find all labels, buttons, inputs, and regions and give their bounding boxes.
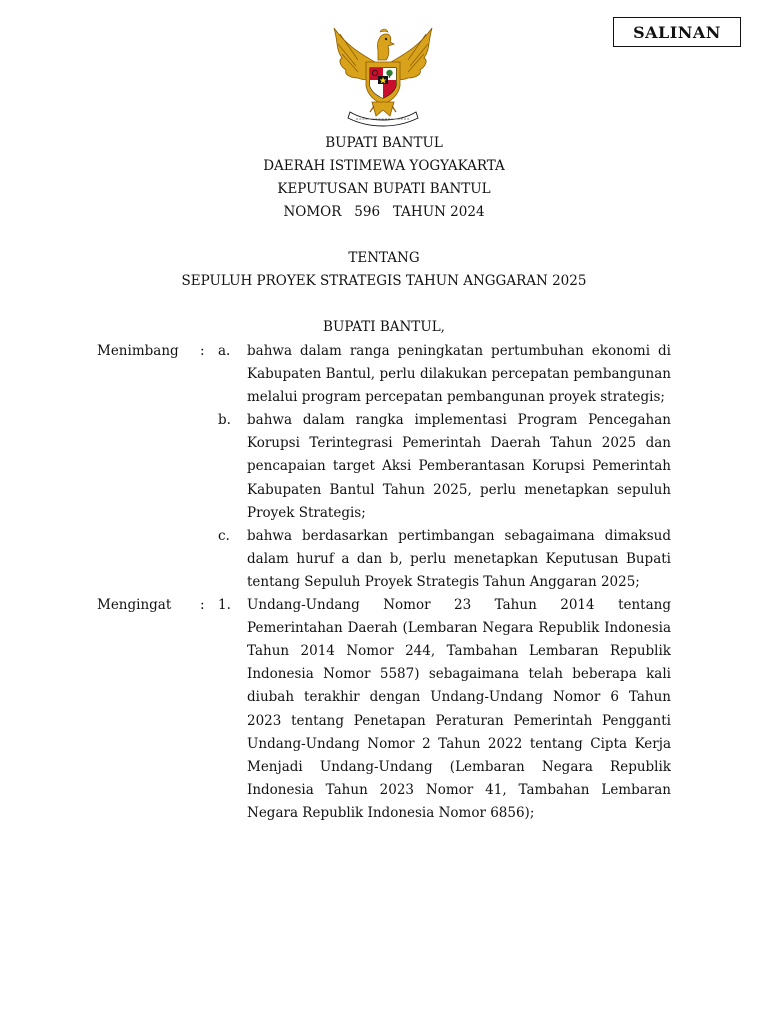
list-item (0, 340, 768, 409)
mengingat-section (0, 594, 768, 825)
item-marker: c. (218, 527, 230, 544)
menimbang-section (0, 340, 768, 594)
decree-subject: SEPULUH PROYEK STRATEGIS TAHUN ANGGARAN 2025 (181, 273, 587, 289)
item-marker: b. (218, 412, 231, 429)
item-text: bahwa dalam ranga peningkatan pertumbuhan ekonomi di Kabupaten Bantul, perlu dilakukan percepatan pembangunan melalui program percepatan pembangunan proyek strategis; (247, 343, 671, 406)
document-header (0, 132, 768, 339)
section-label: Mengingat (97, 597, 172, 614)
item-text: Undang-Undang Nomor 23 Tahun 2014 tentang Pemerintahan Daerah (Lembaran Negara Republik Indonesia Tahun 2014 Nomor 244, Tambahan Lembaran Republik Indonesia Nomor 5587) sebagaimana telah beberapa kali diubah terakhir dengan Undang-Undang Nomor 6 Tahun 2023 tentang Penetapan Peraturan Pemerintah Pengganti Undang-Undang Nomor 2 Tahun 2022 tentang Cipta Kerja Menjadi Undang-Undang (Lembaran Negara Republik Indonesia Tahun 2023 Nomor 41, Tambahan Lembaran Negara Republik Indonesia Nomor 6856); (247, 597, 671, 821)
region-title: DAERAH ISTIMEWA YOGYAKARTA (263, 158, 505, 174)
section-colon: : (200, 343, 205, 359)
official-name: BUPATI BANTUL, (323, 319, 445, 335)
salinan-stamp: SALINAN (613, 17, 741, 47)
decree-title: KEPUTUSAN BUPATI BANTUL (277, 181, 491, 197)
issuer-title: BUPATI BANTUL (325, 135, 443, 151)
item-text: bahwa berdasarkan pertimbangan sebagaimana dimaksud dalam huruf a dan b, perlu menetapkan Keputusan Bupati tentang Sepuluh Proyek Strategis Tahun Anggaran 2025; (247, 527, 671, 590)
section-colon: : (200, 597, 205, 614)
document-body (0, 340, 768, 825)
list-item (0, 594, 768, 825)
item-marker: a. (218, 343, 231, 359)
decree-number: NOMOR 596 TAHUN 2024 (283, 204, 485, 220)
garuda-emblem-icon (328, 20, 438, 128)
list-item (0, 409, 768, 524)
item-marker: 1. (218, 597, 231, 614)
list-item (0, 525, 768, 594)
item-text: bahwa dalam rangka implementasi Program Pencegahan Korupsi Terintegrasi Pemerintah Daerah Tahun 2025 dan pencapaian target Aksi Pemberantasan Korupsi Pemerintah Kabupaten Bantul Tahun 2025, perlu menetapkan sepuluh Proyek Strategis; (247, 412, 671, 521)
section-label: Menimbang (97, 343, 179, 359)
tentang-heading: TENTANG (348, 250, 420, 266)
